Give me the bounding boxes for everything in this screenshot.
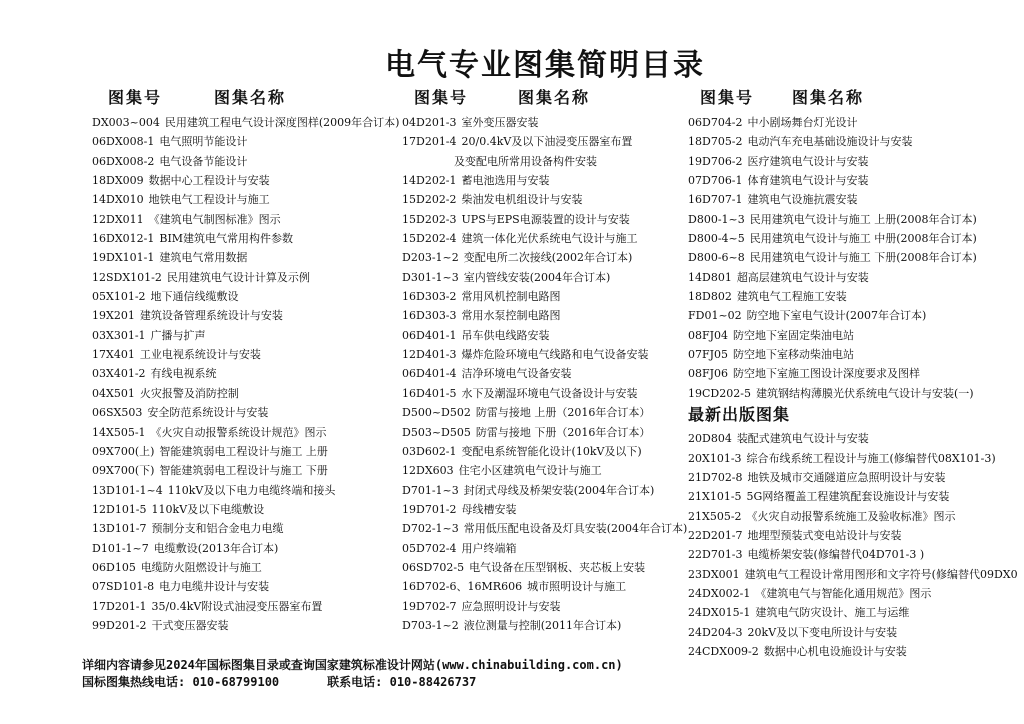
catalog-entry	[92, 558, 402, 577]
catalog-entry	[688, 132, 1024, 151]
atlas-code: 06DX008-1	[92, 135, 155, 149]
catalog-entry	[688, 584, 1024, 603]
catalog-entry	[688, 526, 1024, 545]
catalog-entry	[402, 171, 692, 190]
atlas-name: 室外变压器安装	[461, 116, 539, 129]
catalog-entry	[92, 171, 402, 190]
atlas-code: 06D401-4	[402, 367, 457, 381]
atlas-code: 99D201-2	[92, 618, 147, 632]
catalog-entry	[688, 603, 1024, 622]
atlas-name: 《建筑电气制图标准》图示	[148, 212, 281, 226]
catalog-entry	[688, 287, 1024, 306]
atlas-code: 24DX015-1	[688, 606, 751, 620]
atlas-name: 洁净环境电气设备安装	[461, 367, 572, 381]
catalog-entry	[402, 616, 692, 635]
catalog-entry	[688, 306, 1024, 325]
atlas-name: 体育建筑电气设计与安装	[747, 174, 869, 188]
atlas-name: 城市照明设计与施工	[527, 580, 627, 594]
atlas-name: 建筑电气工程设计常用图形和文字符号(修编替代09DX0	[744, 567, 1018, 581]
atlas-code: 08FJ06	[688, 367, 729, 381]
atlas-code: 15D202-4	[402, 232, 457, 246]
atlas-code: 24D204-3	[688, 625, 743, 639]
atlas-name: 防空地下室固定柴油电站	[733, 328, 855, 342]
name-column-label: 图集名称	[214, 88, 287, 107]
atlas-code: 06DX008-2	[92, 154, 155, 168]
catalog-entry	[92, 152, 402, 171]
catalog-entry	[688, 364, 1024, 383]
catalog-entry	[402, 577, 692, 596]
atlas-code: 03D602-1	[402, 444, 457, 458]
atlas-name: 建筑电气工程施工安装	[736, 290, 847, 304]
atlas-name: 建筑钢结构薄膜光伏系统电气设计与安装(一)	[755, 386, 974, 400]
catalog-entry	[688, 623, 1024, 642]
catalog-entry	[402, 442, 692, 461]
atlas-name: 干式变压器安装	[151, 618, 229, 632]
catalog-column-2	[402, 88, 692, 635]
catalog-entry	[92, 442, 402, 461]
catalog-entry	[402, 500, 692, 519]
atlas-code: 17D201-1	[92, 599, 147, 613]
catalog-entry	[402, 268, 692, 287]
atlas-name: 工业电视系统设计与安装	[139, 348, 261, 362]
atlas-name: 110kV及以下电缆敷设	[151, 502, 265, 516]
catalog-entry	[92, 461, 402, 480]
atlas-code: 06D401-1	[402, 328, 457, 342]
atlas-name: 电缆桥架安装(修编替代04D701-3 )	[747, 548, 925, 562]
atlas-code: 17D201-4	[402, 135, 457, 149]
catalog-entry	[92, 287, 402, 306]
atlas-code: 24DX002-1	[688, 586, 751, 600]
atlas-code: D101-1~7	[92, 541, 149, 555]
catalog-entry	[688, 171, 1024, 190]
atlas-code: 20D804	[688, 432, 732, 446]
catalog-entry	[688, 468, 1024, 487]
atlas-code: 12D401-3	[402, 348, 457, 362]
atlas-name: 常用低压配电设备及灯具安装(2004年合订本)	[463, 522, 688, 536]
atlas-code: 19CD202-5	[688, 386, 751, 400]
atlas-name: 智能建筑弱电工程设计与施工 下册	[159, 464, 328, 478]
atlas-code: 09X700(下)	[92, 464, 155, 478]
atlas-name: 爆炸危险环境电气线路和电气设备安装	[461, 348, 649, 362]
catalog-entry	[92, 616, 402, 635]
atlas-code: 18D705-2	[688, 135, 743, 149]
atlas-code: 16D303-3	[402, 309, 457, 323]
catalog-entry	[402, 403, 692, 422]
catalog-entry	[92, 306, 402, 325]
atlas-name: 火灾报警及消防控制	[139, 386, 239, 400]
catalog-entry	[402, 423, 692, 442]
atlas-code: D701-1~3	[402, 483, 459, 497]
new-releases-list	[688, 429, 1024, 661]
atlas-code: 22D201-7	[688, 528, 743, 542]
catalog-entry	[402, 519, 692, 538]
catalog-list	[402, 113, 692, 635]
new-releases-heading: 最新出版图集	[688, 405, 791, 425]
atlas-code: 16D702-6、16MR606	[402, 580, 523, 594]
catalog-entry	[92, 423, 402, 442]
atlas-code: 16D303-2	[402, 290, 457, 304]
atlas-code: 20X101-3	[688, 451, 742, 465]
atlas-name: 智能建筑弱电工程设计与施工 上册	[159, 444, 328, 458]
catalog-entry	[402, 539, 692, 558]
atlas-name: 液位测量与控制(2011年合订本)	[463, 618, 622, 632]
atlas-name: 《火灾自动报警系统施工及验收标准》图示	[746, 509, 956, 523]
atlas-name: UPS与EPS电源装置的设计与安装	[461, 212, 630, 226]
atlas-code: 06SX503	[92, 406, 143, 420]
atlas-name: 常用水泵控制电路图	[461, 309, 561, 323]
catalog-entry	[92, 364, 402, 383]
atlas-code: 15D202-2	[402, 193, 457, 207]
catalog-entry	[402, 190, 692, 209]
atlas-code: 21X101-5	[688, 490, 742, 504]
atlas-name: 建筑一体化光伏系统电气设计与施工	[461, 232, 638, 246]
atlas-code: 19D706-2	[688, 154, 743, 168]
atlas-code: 21D702-8	[688, 470, 743, 484]
atlas-name: 超高层建筑电气设计与安装	[736, 270, 869, 284]
catalog-entry	[688, 190, 1024, 209]
atlas-name: 《火灾自动报警系统设计规范》图示	[150, 425, 327, 439]
catalog-column-1	[92, 88, 402, 635]
catalog-entry	[402, 113, 692, 132]
name-column-label: 图集名称	[792, 88, 865, 107]
catalog-entry	[688, 229, 1024, 248]
atlas-code: D503~D505	[402, 425, 471, 439]
atlas-name: 35/0.4kV附设式油浸变压器室布置	[151, 599, 323, 613]
atlas-name: 建筑设备管理系统设计与安装	[139, 309, 283, 323]
atlas-name: 水下及潮湿环境电气设备设计与安装	[461, 386, 638, 400]
atlas-name: 电缆敷设(2013年合订本)	[153, 541, 279, 555]
catalog-entry	[402, 248, 692, 267]
atlas-name: 地铁电气工程设计与施工	[148, 193, 270, 207]
catalog-entry	[688, 248, 1024, 267]
atlas-name: 防雷与接地 下册（2016年合订本）	[475, 425, 651, 439]
atlas-code: 15D202-3	[402, 212, 457, 226]
atlas-code: 16DX012-1	[92, 232, 155, 246]
atlas-name: 地铁及城市交通隧道应急照明设计与安装	[747, 470, 946, 484]
atlas-name: 住宅小区建筑电气设计与施工	[458, 464, 602, 478]
catalog-entry	[92, 210, 402, 229]
catalog-entry	[92, 132, 402, 151]
catalog-entry	[402, 558, 692, 577]
atlas-name: 综合布线系统工程设计与施工(修编替代08X101-3)	[746, 451, 996, 465]
atlas-name: 民用建筑电气设计计算及示例	[166, 270, 310, 284]
catalog-entry	[402, 461, 692, 480]
atlas-name: 母线槽安装	[461, 502, 517, 516]
atlas-code: D203-1~2	[402, 251, 459, 265]
atlas-name: 中小剧场舞台灯光设计	[747, 116, 858, 129]
atlas-code: 14D801	[688, 270, 732, 284]
atlas-code: D703-1~2	[402, 618, 459, 632]
atlas-code: 07SD101-8	[92, 580, 155, 594]
atlas-name: 柴油发电机组设计与安装	[461, 193, 583, 207]
footer-phones	[82, 673, 476, 690]
catalog-entry	[92, 577, 402, 596]
atlas-code: 14D202-1	[402, 174, 457, 188]
atlas-name: 安全防范系统设计与安装	[147, 406, 269, 420]
catalog-entry	[688, 152, 1024, 171]
catalog-list	[92, 113, 402, 635]
atlas-name: 民用建筑工程电气设计深度图样(2009年合订本)	[164, 116, 400, 129]
atlas-name: 电气照明节能设计	[159, 135, 248, 149]
atlas-code: 04D201-3	[402, 116, 457, 129]
atlas-name: 预制分支和铝合金电力电缆	[151, 522, 284, 536]
atlas-name: 医疗建筑电气设计与安装	[747, 154, 869, 168]
catalog-entry	[688, 384, 1024, 403]
catalog-entry	[402, 481, 692, 500]
catalog-entry	[92, 500, 402, 519]
atlas-name: 防空地下室施工图设计深度要求及图样	[733, 367, 921, 381]
catalog-entry	[92, 113, 402, 132]
atlas-code: 05X101-2	[92, 290, 146, 304]
catalog-entry	[688, 113, 1024, 132]
atlas-code: 19D702-7	[402, 599, 457, 613]
catalog-entry	[92, 539, 402, 558]
page-title: 电气专业图集简明目录	[385, 48, 705, 83]
name-column-label: 图集名称	[518, 88, 591, 107]
atlas-code: 06D105	[92, 560, 136, 574]
catalog-entry	[402, 326, 692, 345]
atlas-name: 电动汽车充电基础设施设计与安装	[747, 135, 913, 149]
atlas-name: 防雷与接地 上册（2016年合订本）	[475, 406, 651, 420]
catalog-entry	[688, 565, 1024, 584]
atlas-code: 06D704-2	[688, 116, 743, 129]
atlas-code: 08FJ04	[688, 328, 729, 342]
atlas-code: 07D706-1	[688, 174, 743, 188]
catalog-entry	[688, 210, 1024, 229]
atlas-code: 18DX009	[92, 174, 144, 188]
column-header	[402, 88, 692, 108]
atlas-name: 电气设备节能设计	[159, 154, 248, 168]
atlas-name: 有线电视系统	[150, 367, 217, 381]
hotline-phone: 国标图集热线电话: 010-68799100	[82, 675, 280, 689]
atlas-code: D800-1~3	[688, 212, 745, 226]
catalog-entry	[402, 364, 692, 383]
catalog-entry	[92, 229, 402, 248]
atlas-code: 12SDX101-2	[92, 270, 162, 284]
atlas-code: D800-4~5	[688, 232, 745, 246]
atlas-code: 21X505-2	[688, 509, 742, 523]
atlas-name: 变配电系统智能化设计(10kV及以下)	[461, 444, 642, 458]
atlas-code: D800-6~8	[688, 251, 745, 265]
footer-website-note: 详细内容请参见2024年国标图集目录或查询国家建筑标准设计网站(www.chinabuilding.com.cn)	[82, 658, 623, 672]
atlas-code: 16D401-5	[402, 386, 457, 400]
atlas-code: 14DX010	[92, 193, 144, 207]
atlas-code: D702-1~3	[402, 522, 459, 536]
catalog-entry	[402, 152, 692, 171]
catalog-entry	[92, 268, 402, 287]
atlas-code: 12D101-5	[92, 502, 147, 516]
atlas-code: 24CDX009-2	[688, 644, 759, 658]
catalog-entry	[402, 384, 692, 403]
atlas-code: 03X301-1	[92, 328, 146, 342]
catalog-entry	[402, 229, 692, 248]
catalog-entry	[688, 345, 1024, 364]
atlas-code: 14X505-1	[92, 425, 146, 439]
atlas-name: 5G网络覆盖工程建筑配套设施设计与安装	[746, 490, 950, 504]
atlas-code: 04X501	[92, 386, 135, 400]
catalog-entry	[92, 326, 402, 345]
atlas-name: 数据中心工程设计与安装	[148, 174, 270, 188]
atlas-code: FD01~02	[688, 309, 742, 323]
atlas-code: D500~D502	[402, 406, 471, 420]
catalog-entry	[92, 345, 402, 364]
catalog-entry	[402, 345, 692, 364]
atlas-code: 13D101-7	[92, 522, 147, 536]
catalog-entry	[92, 248, 402, 267]
atlas-name: 电缆防火阻燃设计与施工	[140, 560, 262, 574]
code-column-label: 图集号	[108, 88, 163, 107]
atlas-name: 20kV及以下变电所设计与安装	[747, 625, 898, 639]
atlas-code: 03X401-2	[92, 367, 146, 381]
atlas-code: 22D701-3	[688, 548, 743, 562]
catalog-entry	[92, 190, 402, 209]
atlas-code: 19D701-2	[402, 502, 457, 516]
catalog-entry	[402, 306, 692, 325]
atlas-name: 民用建筑电气设计与施工 中册(2008年合订本)	[749, 232, 977, 246]
atlas-name: BIM建筑电气常用构件参数	[159, 232, 294, 246]
catalog-entry	[92, 403, 402, 422]
atlas-name: 民用建筑电气设计与施工 下册(2008年合订本)	[749, 251, 977, 265]
atlas-code: 07FJ05	[688, 348, 729, 362]
atlas-code: 12DX603	[402, 464, 454, 478]
atlas-name: 地下通信线缆敷设	[150, 290, 239, 304]
atlas-name: 用户终端箱	[461, 541, 517, 555]
atlas-name: 建筑电气设施抗震安装	[747, 193, 858, 207]
atlas-code: 19X201	[92, 309, 135, 323]
atlas-code: 12DX011	[92, 212, 144, 226]
catalog-entry	[92, 519, 402, 538]
catalog-entry	[402, 132, 692, 151]
catalog-column-3	[688, 88, 1024, 661]
catalog-entry	[688, 642, 1024, 661]
atlas-name: 变配电所二次接线(2002年合订本)	[463, 251, 633, 265]
atlas-code: 17X401	[92, 348, 135, 362]
atlas-name: 民用建筑电气设计与施工 上册(2008年合订本)	[749, 212, 977, 226]
catalog-entry	[688, 545, 1024, 564]
atlas-name: 装配式建筑电气设计与安装	[736, 432, 869, 446]
atlas-name: 建筑电气常用数据	[159, 251, 248, 265]
catalog-entry	[688, 487, 1024, 506]
atlas-name: 常用风机控制电路图	[461, 290, 561, 304]
atlas-code: DX003~004	[92, 116, 160, 129]
atlas-name: 《建筑电气与智能化通用规范》图示	[755, 586, 932, 600]
catalog-entry	[92, 384, 402, 403]
column-header	[92, 88, 402, 108]
atlas-code: 16D707-1	[688, 193, 743, 207]
atlas-name: 封闭式母线及桥架安装(2004年合订本)	[463, 483, 655, 497]
atlas-name: 20/0.4kV及以下油浸变压器室布置	[461, 135, 633, 149]
catalog-entry	[92, 481, 402, 500]
catalog-list	[688, 113, 1024, 403]
atlas-name: 电气设备在压型钢板、夹芯板上安装	[469, 560, 646, 574]
atlas-name: 吊车供电线路安装	[461, 328, 550, 342]
atlas-name: 建筑电气防灾设计、施工与运维	[755, 606, 910, 620]
atlas-name: 地埋型预装式变电站设计与安装	[747, 528, 902, 542]
code-column-label: 图集号	[700, 88, 755, 107]
atlas-name: 广播与扩声	[150, 328, 206, 342]
atlas-name: 数据中心机电设施设计与安装	[763, 644, 907, 658]
atlas-name: 防空地下室电气设计(2007年合订本)	[746, 309, 927, 323]
code-column-label: 图集号	[414, 88, 469, 107]
atlas-code: 19DX101-1	[92, 251, 155, 265]
catalog-entry	[92, 597, 402, 616]
atlas-name: 110kV及以下电力电缆终端和接头	[167, 483, 336, 497]
atlas-code: 06SD702-5	[402, 560, 465, 574]
column-header	[688, 88, 1024, 108]
catalog-entry	[688, 507, 1024, 526]
atlas-code: 18D802	[688, 290, 732, 304]
catalog-entry	[688, 326, 1024, 345]
catalog-entry	[688, 449, 1024, 468]
atlas-code: 23DX001	[688, 567, 740, 581]
atlas-name: 及变配电所常用设备构件安装	[454, 154, 597, 168]
catalog-entry	[688, 268, 1024, 287]
catalog-entry	[402, 597, 692, 616]
contact-phone: 联系电话: 010-88426737	[327, 675, 477, 689]
catalog-entry	[688, 429, 1024, 448]
catalog-entry	[402, 287, 692, 306]
atlas-name: 电力电缆井设计与安装	[159, 580, 270, 594]
catalog-entry	[402, 210, 692, 229]
atlas-name: 室内管线安装(2004年合订本)	[463, 270, 611, 284]
atlas-name: 防空地下室移动柴油电站	[733, 348, 855, 362]
atlas-code: 05D702-4	[402, 541, 457, 555]
atlas-code: 09X700(上)	[92, 444, 155, 458]
atlas-code: D301-1~3	[402, 270, 459, 284]
atlas-name: 应急照明设计与安装	[461, 599, 561, 613]
atlas-code: 13D101-1~4	[92, 483, 163, 497]
atlas-name: 蓄电池选用与安装	[461, 174, 550, 188]
